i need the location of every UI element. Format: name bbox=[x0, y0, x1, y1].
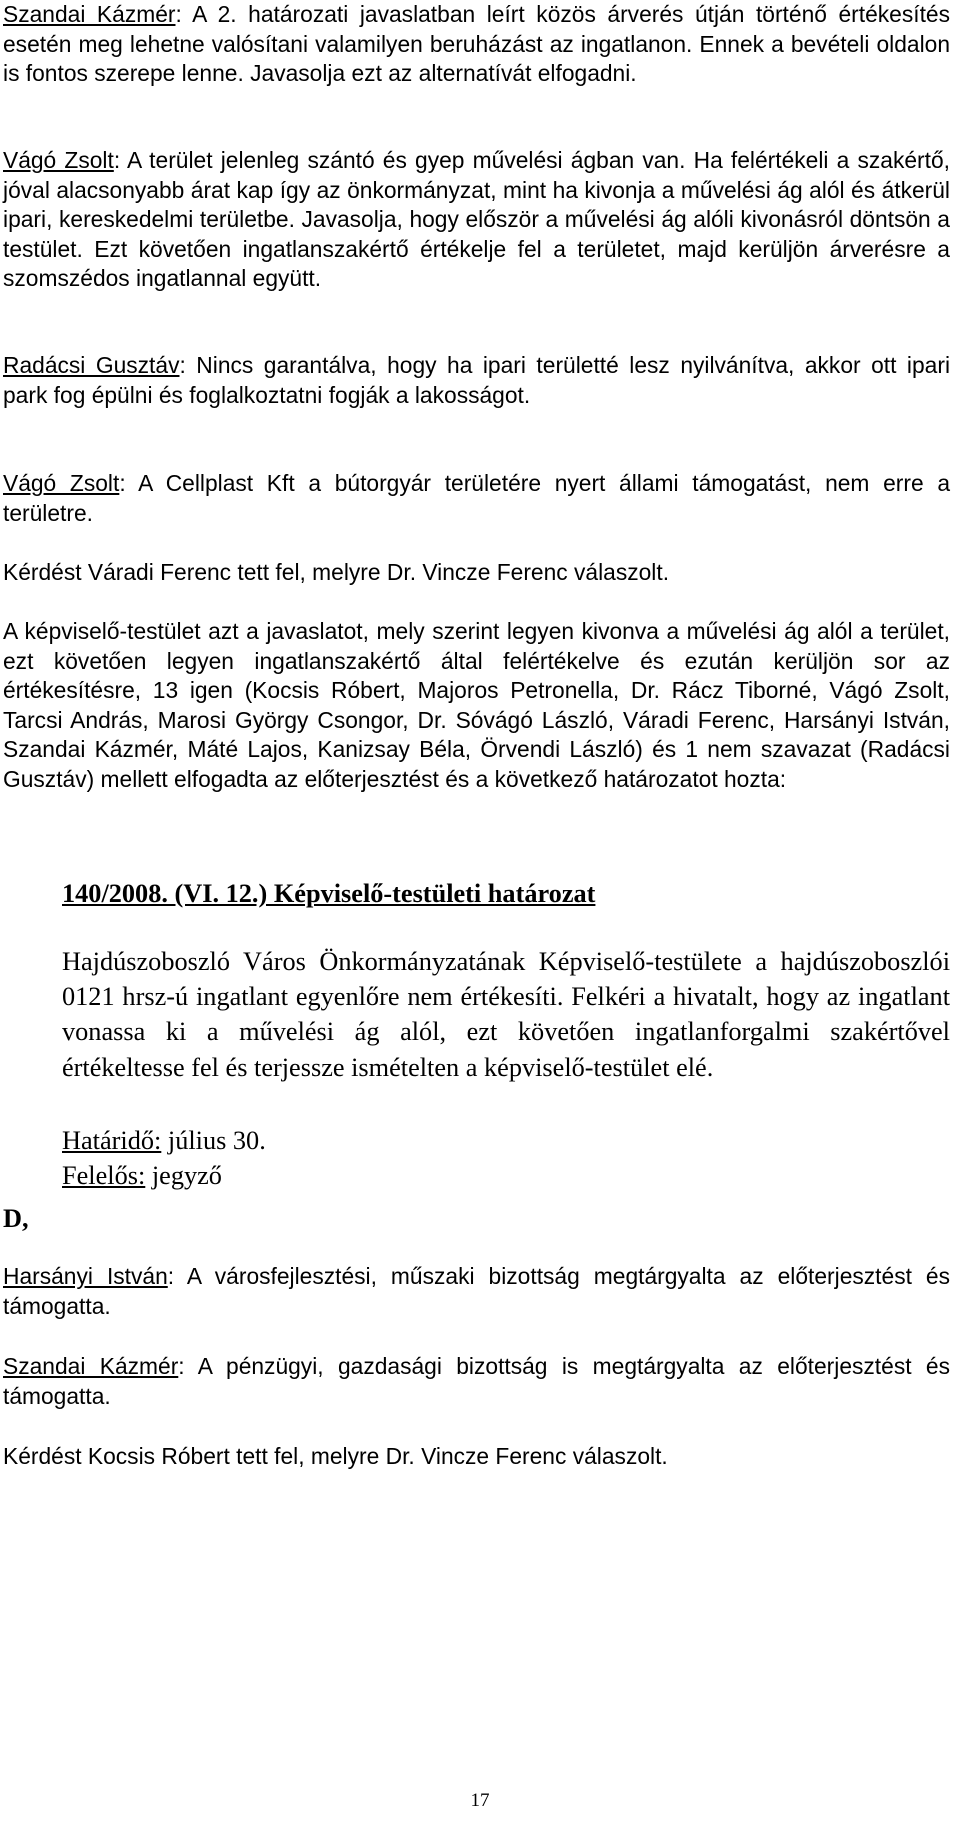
speaker-name: Vágó Zsolt bbox=[3, 147, 114, 173]
paragraph-szandai-1 bbox=[3, 0, 950, 89]
paragraph-text: Kérdést Kocsis Róbert tett fel, melyre Dr. Vincze Ferenc válaszolt. bbox=[3, 1443, 668, 1469]
paragraph-harsanyi bbox=[3, 1262, 950, 1321]
paragraph-text: : A Cellplast Kft a bútorgyár területére nyert állami támogatást, nem erre a területre. bbox=[3, 470, 950, 526]
speaker-name: Vágó Zsolt bbox=[3, 470, 120, 496]
paragraph-text: : Nincs garantálva, hogy ha ipari területté lesz nyilvánítva, akkor ott ipari park fog épülni és foglalkoztatni fogják a lakosságot. bbox=[3, 352, 951, 408]
speaker-name: Szandai Kázmér bbox=[3, 1353, 179, 1379]
responsible-label: Felelős: bbox=[62, 1161, 146, 1191]
question-note-1 bbox=[3, 558, 950, 588]
deadline-label: Határidő: bbox=[62, 1126, 162, 1155]
vote-paragraph bbox=[3, 617, 950, 794]
paragraph-text: Kérdést Váradi Ferenc tett fel, melyre Dr. Vincze Ferenc válaszolt. bbox=[3, 559, 670, 585]
paragraph-text: : A városfejlesztési, műszaki bizottság megtárgyalta az előterjesztést és támogatta. bbox=[3, 1263, 950, 1319]
resolution-text: Hajdúszoboszló Város Önkormányzatának Képviselő-testülete a hajdúszoboszlói 0121 hrsz-ú ingatlant egyenlőre nem értékesíti. Felkéri a hivatalt, hogy az ingatlant vonassa ki a művelési ág alól, ezt követően ingatlanforgalmi szakértővel értékeltesse fel és terjessze ismételten a képviselő-testület elé. bbox=[62, 947, 950, 1082]
paragraph-text: : A pénzügyi, gazdasági bizottság is megtárgyalta az előterjesztést és támogatta. bbox=[3, 1353, 950, 1409]
resolution-body bbox=[62, 944, 950, 1085]
speaker-name: Harsányi István bbox=[3, 1263, 168, 1289]
resolution-deadline bbox=[62, 1123, 950, 1193]
paragraph-text: : A 2. határozati javaslatban leírt közös árverés útján történő értékesítés esetén meg lehetne valósítani valamilyen beruházást az ingatlanon. Ennek a bevételi oldalon is fontos szerepe lenne. Javasolja ezt az alternatívát elfogadni. bbox=[3, 1, 950, 86]
paragraph-szandai-2 bbox=[3, 1352, 950, 1411]
paragraph-text: : A terület jelenleg szántó és gyep művelési ágban van. Ha felértékeli a szakértő, jóval alacsonyabb árat kap így az önkormányzat, mint ha kivonja a művelési ág alól és átkerül ipari, kereskedelmi területbe. Javasolja, hogy először a művelési ág alóli kivonásról döntsön a testület. Ezt követően ingatlanszakértő értékelje fel a területet, majd kerüljön árverésre a szomszédos ingatlannal együtt. bbox=[3, 147, 950, 291]
responsible-value: jegyző bbox=[145, 1161, 222, 1191]
deadline-value: július 30. bbox=[161, 1126, 266, 1155]
paragraph-vago-1 bbox=[3, 146, 950, 294]
paragraph-radacsi bbox=[3, 351, 950, 410]
page-number: 17 bbox=[470, 1790, 490, 1811]
paragraph-vago-2 bbox=[3, 469, 950, 528]
speaker-name: Szandai Kázmér bbox=[3, 1, 176, 27]
paragraph-text: A képviselő-testület azt a javaslatot, mely szerint legyen kivonva a művelési ág alól a terület, ezt követően legyen ingatlanszakértő által felértékelve és ezután kerüljön sor az értékesítésre, 13 igen (Kocsis Róbert, Majoros Petronella, Dr. Rácz Tiborné, Vágó Zsolt, Tarcsi András, Marosi György Csongor, Dr. Sóvágó László, Váradi Ferenc, Harsányi István, Szandai Kázmér, Máté Lajos, Kanizsay Béla, Örvendi László) és 1 nem szavazat (Radácsi Gusztáv) mellett elfogadta az előterjesztést és a következő határozatot hozta: bbox=[3, 618, 950, 792]
speaker-name: Radácsi Gusztáv bbox=[3, 352, 180, 378]
question-note-2 bbox=[3, 1442, 950, 1472]
resolution-title-text: 140/2008. (VI. 12.) Képviselő-testületi határozat bbox=[62, 879, 596, 908]
resolution-title bbox=[62, 876, 950, 911]
section-mark: D, bbox=[3, 1204, 29, 1233]
